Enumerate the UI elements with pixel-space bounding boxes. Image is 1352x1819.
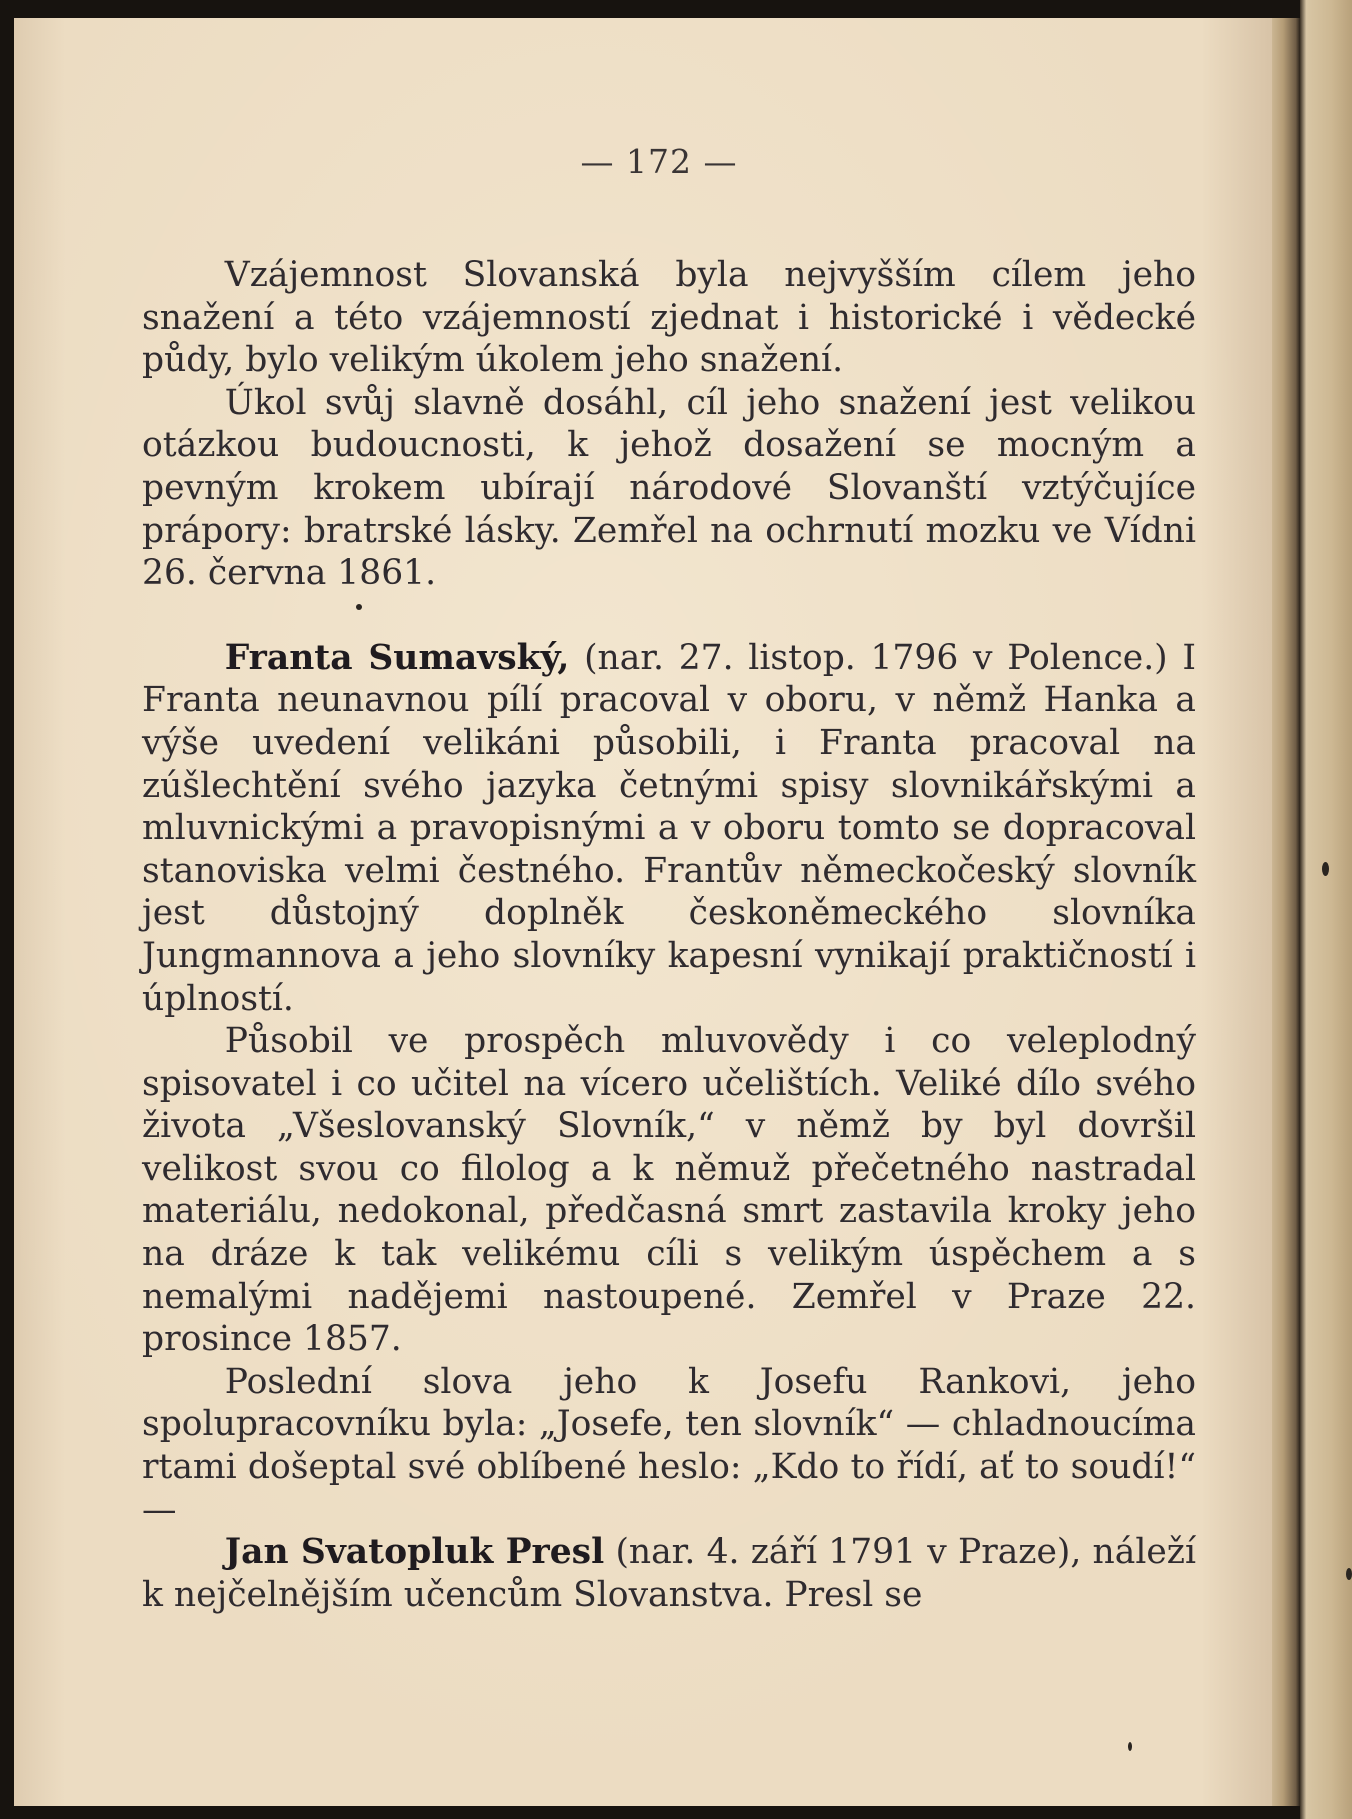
paragraph-3-text: (nar. 27. listop. 1796 v Polence.) I Franta neunavnou pílí pracoval v oboru, v němž Hanka a výše uvedení velikáni působili, i Franta pracoval na zúšlechtění svého jazyka četnými spisy slovnikářskými a mluvnickými a pravopisnými a v oboru tomto se dopracoval stanoviska velmi čestného. Frantův německočeský slovník jest důstojný doplněk českoněmeckého slovníka Jungmannova a jeho slovníky kapesní vynikají praktičností i úplností.: [142, 637, 1196, 1019]
ink-speck: [1322, 862, 1329, 876]
page-gutter-shadow: [1272, 18, 1300, 1806]
paragraph-1: Vzájemnost Slovanská byla nejvyšším cílem jeho snažení a této vzájemností zjednat i historické i vědecké půdy, bylo velikým úkolem jeho snažení.: [142, 255, 1196, 381]
person-name-presl: Jan Svatopluk Presl: [224, 1532, 605, 1573]
facing-page-edge: [1300, 0, 1352, 1819]
page-number-header: — 172 —: [580, 142, 738, 181]
ink-speck: [1346, 1568, 1352, 1580]
ink-speck: [356, 604, 362, 610]
body-text: [142, 254, 1196, 1616]
paragraph-4: Působil ve prospěch mluvovědy i co veleplodný spisovatel i co učitel na vícero učelištích. Veliké dílo svého života „Všeslovanský Slovník,“ v němž by byl dovršil velikost svou co filolog a k němuž přečetného nastradal materiálu, nedokonal, předčasná smrt zastavila kroky jeho na dráze k tak velikému cíli s velikým úspěchem a s nemalými nadějemi nastoupené. Zemřel v Praze 22. prosince 1857.: [142, 1021, 1196, 1360]
person-name-franta: Franta Sumavský,: [224, 637, 570, 678]
paragraph-3: [142, 637, 1196, 1020]
paragraph-2: Úkol svůj slavně dosáhl, cíl jeho snažení jest velikou otázkou budoucnosti, k jehož dosažení se mocným a pevným krokem ubírají národové Slovanští vztýčujíce prápory: bratrské lásky. Zemřel na ochrnutí mozku ve Vídni 26. června 1861.: [142, 382, 1196, 594]
book-page: [14, 18, 1304, 1806]
paragraph-6: [142, 1531, 1196, 1616]
ink-speck: [1128, 1742, 1132, 1751]
paragraph-6-text: (nar. 4. září 1791 v Praze), náleží k nejčelnějším učencům Slovanstva. Presl se: [142, 1532, 1196, 1615]
paragraph-5: Poslední slova jeho k Josefu Rankovi, jeho spolupracovníku byla: „Josefe, ten slovník“ — chladnoucíma rtami došeptal své oblíbené heslo: „Kdo to řídí, ať to soudí!“ —: [142, 1361, 1196, 1530]
